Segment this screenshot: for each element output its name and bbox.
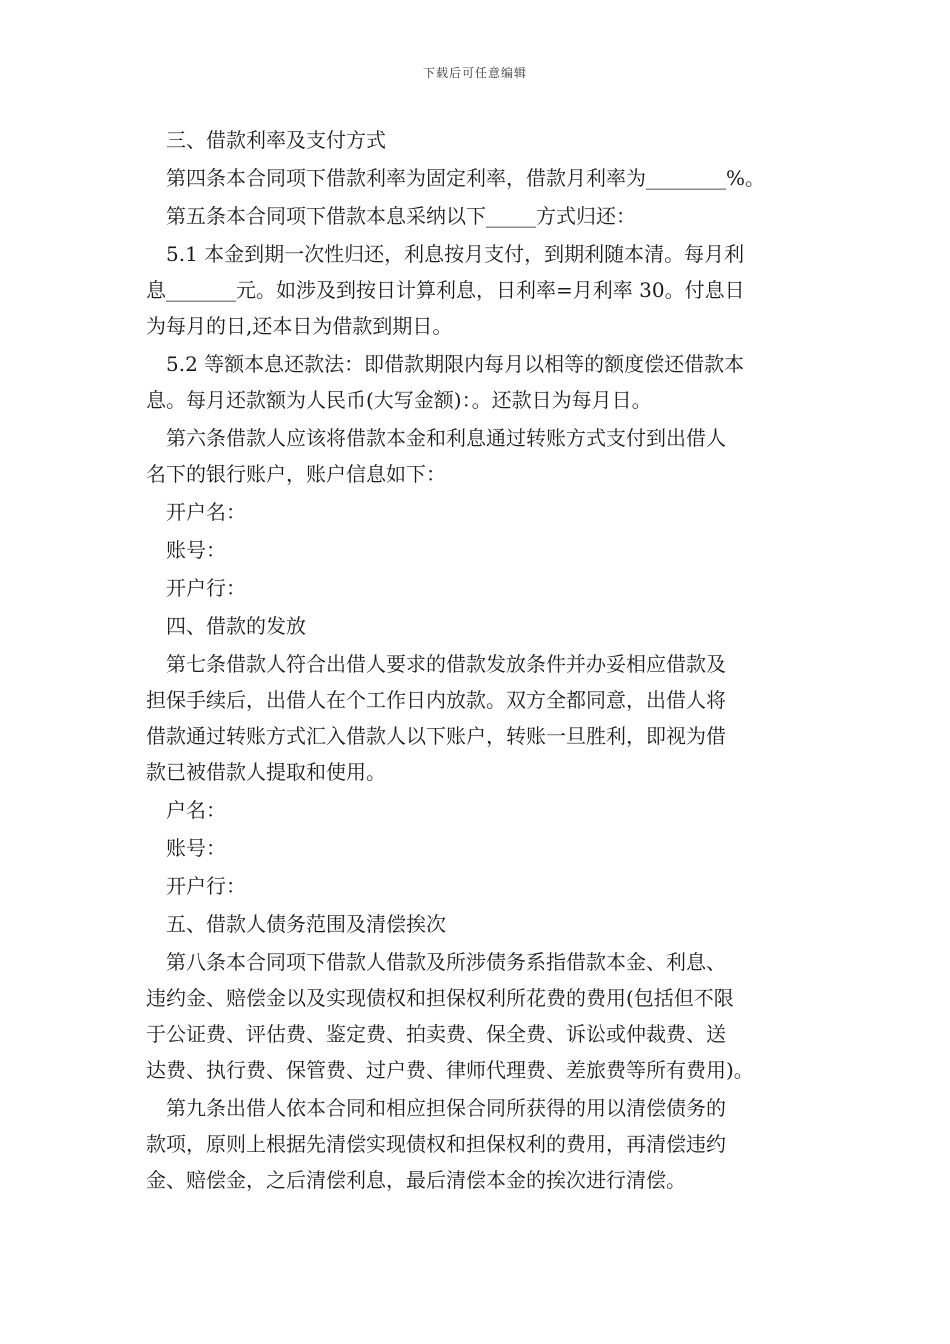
- paragraph-line: 账号：: [166, 538, 226, 562]
- paragraph-line: 5.2 等额本息还款法：即借款期限内每月以相等的额度偿还借款本: [166, 352, 745, 376]
- paragraph-line: 为每月的日,还本日为借款到期日。: [146, 314, 453, 338]
- paragraph-line: 账号：: [166, 836, 226, 860]
- paragraph-line: 金、赔偿金，之后清偿利息，最后清偿本金的挨次进行清偿。: [146, 1168, 686, 1192]
- paragraph-article-8: [146, 944, 810, 1088]
- paragraph-article-5: [146, 198, 810, 234]
- paragraph-line: 担保手续后，出借人在个工作日内放款。双方全都同意，出借人将: [146, 688, 726, 712]
- paragraph-line: 违约金、赔偿金以及实现债权和担保权利所花费的费用(包括但不限: [146, 986, 734, 1010]
- paragraph-article-4: [146, 160, 810, 196]
- paragraph-line: 第四条本合同项下借款利率为固定利率，借款月利率为________%。: [166, 166, 766, 190]
- paragraph-line: 息。每月还款额为人民币(大写金额)：。还款日为每月日。: [146, 388, 652, 412]
- paragraph-line: 款项，原则上根据先清偿实现债权和担保权利的费用，再清偿违约: [146, 1132, 726, 1156]
- document-body: [146, 120, 810, 1198]
- paragraph-line: 第七条借款人符合出借人要求的借款发放条件并办妥相应借款及: [166, 652, 726, 676]
- paragraph-line: 5.1 本金到期一次性归还，利息按月支付，到期利随本清。每月利: [166, 242, 745, 266]
- paragraph-line: 第六条借款人应该将借款本金和利息通过转账方式支付到出借人: [166, 426, 726, 450]
- paragraph-account-bank-1: [146, 570, 810, 606]
- paragraph-line: 名下的银行账户，账户信息如下：: [146, 462, 446, 486]
- paragraph-section-5-heading: [146, 906, 810, 942]
- paragraph-line: 五、借款人债务范围及清偿挨次: [166, 912, 446, 936]
- paragraph-article-9: [146, 1090, 810, 1198]
- paragraph-line: 三、借款利率及支付方式: [166, 128, 386, 152]
- paragraph-line: 借款通过转账方式汇入借款人以下账户，转账一旦胜利，即视为借: [146, 724, 726, 748]
- paragraph-section-3-heading: [146, 122, 810, 158]
- paragraph-line: 达费、执行费、保管费、过户费、律师代理费、差旅费等所有费用)。: [146, 1058, 754, 1082]
- paragraph-article-7: [146, 646, 810, 790]
- page-header-note: 下载后可任意编辑: [422, 66, 527, 80]
- paragraph-line: 开户行：: [166, 874, 246, 898]
- paragraph-account-name-2: [146, 792, 810, 828]
- paragraph-account-number-1: [146, 532, 810, 568]
- paragraph-account-name-1: [146, 494, 810, 530]
- paragraph-line: 息_______元。如涉及到按日计算利息，日利率=月利率 30。付息日: [146, 278, 745, 302]
- paragraph-account-bank-2: [146, 868, 810, 904]
- paragraph-line: 款已被借款人提取和使用。: [146, 760, 386, 784]
- paragraph-clause-5-1: [146, 236, 810, 344]
- paragraph-line: 开户行：: [166, 576, 246, 600]
- paragraph-line: 第九条出借人依本合同和相应担保合同所获得的用以清偿债务的: [166, 1096, 726, 1120]
- paragraph-account-number-2: [146, 830, 810, 866]
- paragraph-article-6: [146, 420, 810, 492]
- paragraph-line: 第五条本合同项下借款本息采纳以下_____方式归还：: [166, 204, 636, 228]
- paragraph-line: 户名：: [166, 798, 226, 822]
- paragraph-clause-5-2: [146, 346, 810, 418]
- paragraph-line: 第八条本合同项下借款人借款及所涉债务系指借款本金、利息、: [166, 950, 726, 974]
- paragraph-line: 四、借款的发放: [166, 614, 306, 638]
- paragraph-line: 于公证费、评估费、鉴定费、拍卖费、保全费、诉讼或仲裁费、送: [146, 1022, 726, 1046]
- paragraph-section-4-heading: [146, 608, 810, 644]
- paragraph-line: 开户名：: [166, 500, 246, 524]
